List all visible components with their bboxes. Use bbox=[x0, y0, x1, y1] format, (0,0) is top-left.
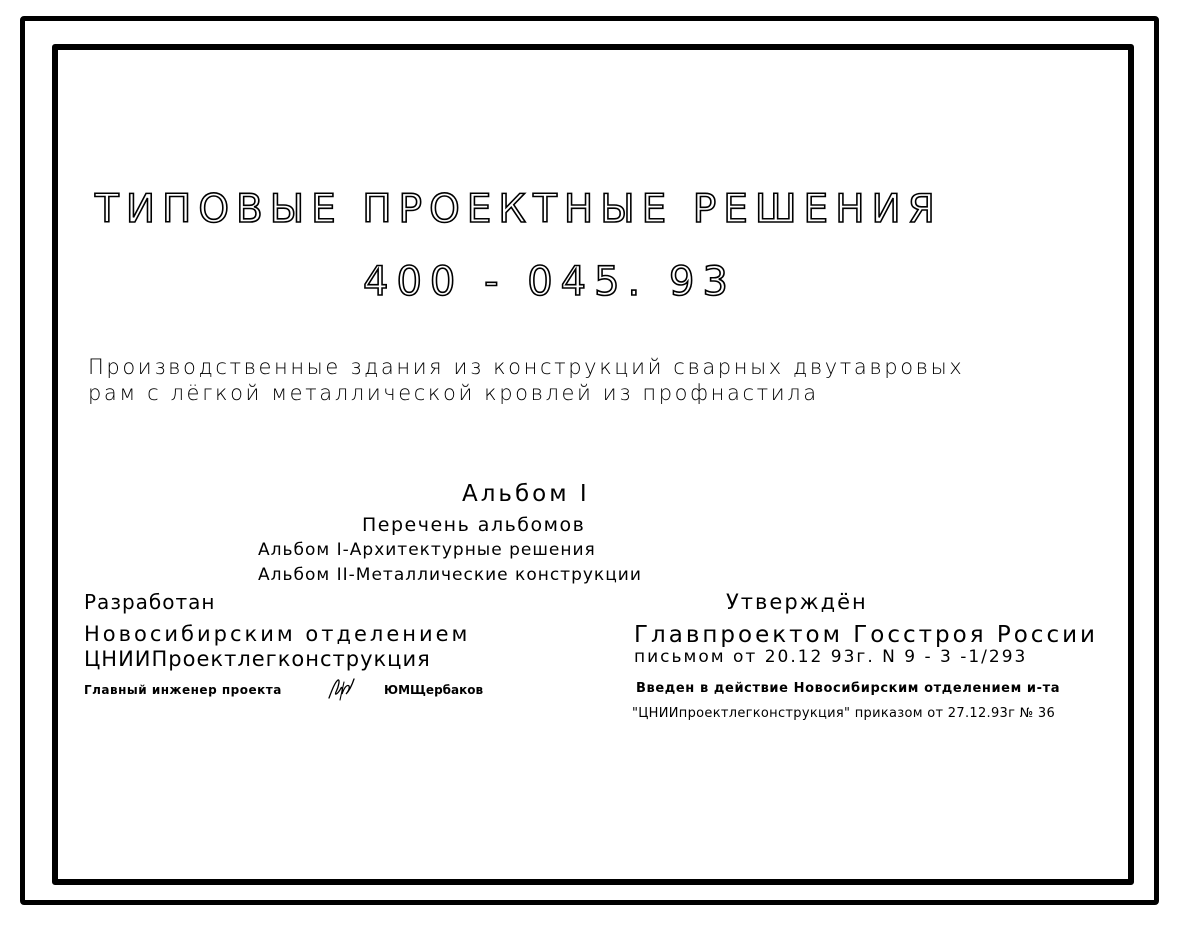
approval-line-1: Главпроектом Госстроя России bbox=[634, 622, 1098, 648]
subtitle-line-1: Производственные здания из конструкций сварных двутавровых bbox=[88, 355, 965, 379]
developer-line-2: ЦНИИПроектлегконструкция bbox=[84, 647, 431, 671]
approval-line-4: "ЦНИИпроектлегконструкция" приказом от 27.12.93г № 36 bbox=[632, 706, 1056, 721]
album-list-item: Альбом I-Архитектурные решения bbox=[258, 540, 596, 560]
approval-label: Утверждён bbox=[726, 590, 868, 614]
developer-label: Разработан bbox=[84, 590, 216, 614]
signature bbox=[326, 676, 356, 702]
album-label: Альбом I bbox=[462, 481, 590, 507]
document-code: 400 - 045. 93 bbox=[363, 259, 736, 305]
inner-border bbox=[52, 44, 1134, 885]
approval-line-3: Введен в действие Новосибирским отделением и-та bbox=[636, 681, 1061, 696]
approval-line-2: письмом от 20.12 93г. N 9 - 3 -1/293 bbox=[634, 647, 1028, 667]
chief-engineer-name: ЮМЩербаков bbox=[384, 683, 484, 697]
subtitle-line-2: рам с лёгкой металлической кровлей из профнастила bbox=[88, 381, 819, 405]
developer-line-1: Новосибирским отделением bbox=[84, 622, 471, 646]
document-title: ТИПОВЫЕ ПРОЕКТНЫЕ РЕШЕНИЯ bbox=[95, 187, 942, 232]
chief-engineer-label: Главный инженер проекта bbox=[84, 683, 282, 697]
album-list-title: Перечень альбомов bbox=[362, 514, 586, 536]
album-list-item: Альбом II-Металлические конструкции bbox=[258, 565, 642, 585]
